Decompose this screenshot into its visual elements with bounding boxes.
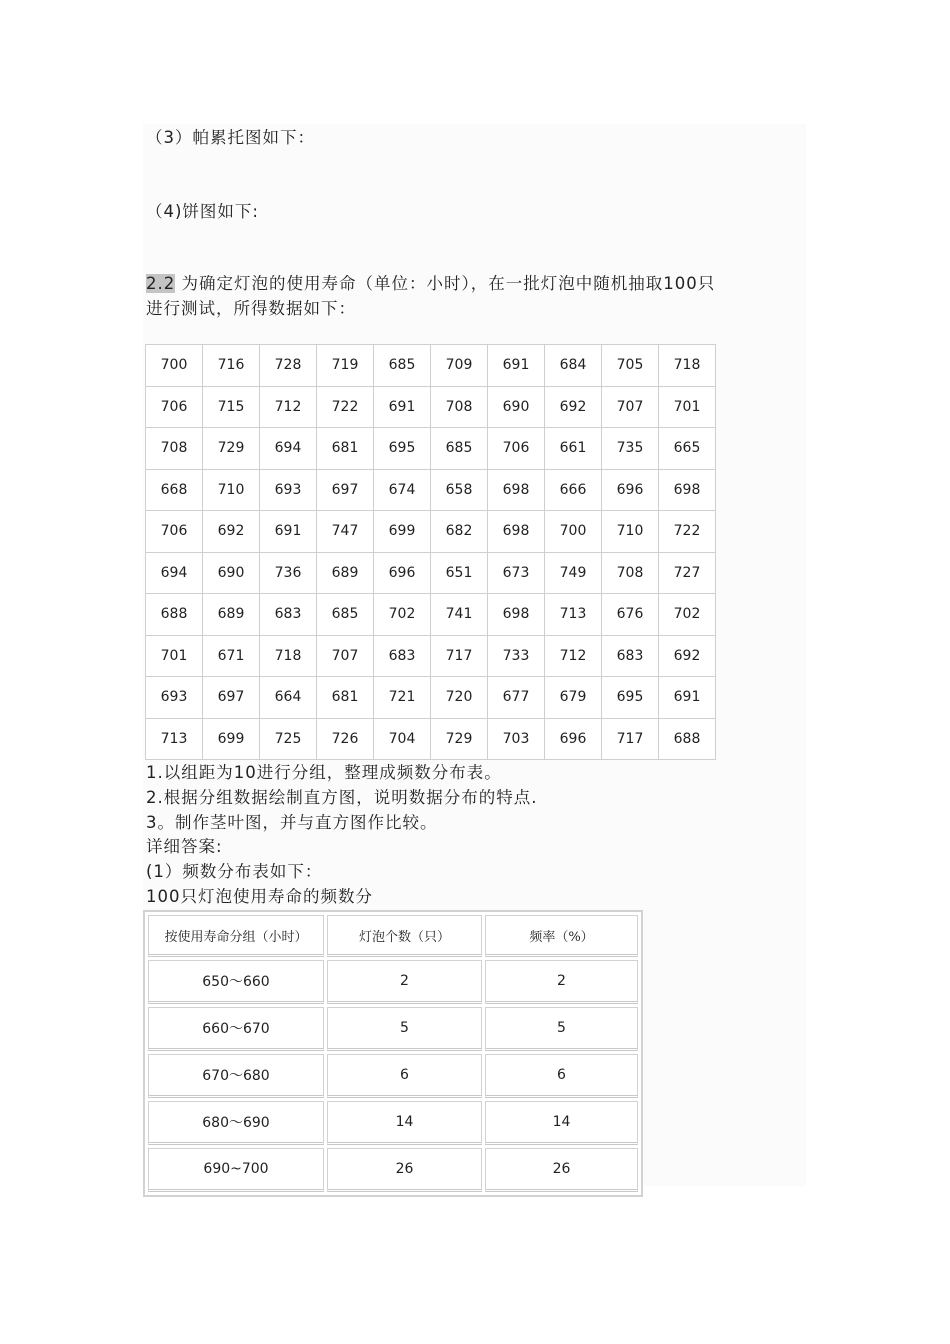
group-cell: 670～680 (148, 1054, 324, 1098)
data-cell: 681 (317, 677, 374, 719)
data-cell: 721 (374, 677, 431, 719)
data-cell: 691 (374, 386, 431, 428)
data-cell: 691 (260, 511, 317, 553)
data-cell: 712 (545, 635, 602, 677)
table-row (148, 1054, 638, 1098)
data-cell: 690 (203, 552, 260, 594)
header-group: 按使用寿命分组（小时） (148, 915, 324, 957)
data-cell: 673 (488, 552, 545, 594)
answer-heading: 详细答案: (146, 837, 223, 856)
data-cell: 741 (431, 594, 488, 636)
data-cell: 717 (431, 635, 488, 677)
problem-number: 2.2 (146, 274, 176, 293)
frequency-cell: 14 (485, 1101, 638, 1145)
frequency-cell: 5 (485, 1007, 638, 1051)
count-cell: 6 (327, 1054, 482, 1098)
data-cell: 704 (374, 718, 431, 760)
data-cell: 717 (602, 718, 659, 760)
frequency-distribution-table (143, 910, 643, 1197)
table-row (146, 386, 716, 428)
header-frequency: 频率（%） (485, 915, 638, 957)
table-row (148, 1007, 638, 1051)
data-cell: 688 (146, 594, 203, 636)
group-cell: 690~700 (148, 1148, 324, 1192)
frequency-table-title: 100只灯泡使用寿命的频数分 (146, 887, 373, 906)
data-cell: 708 (602, 552, 659, 594)
data-cell: 700 (146, 345, 203, 387)
data-cell: 692 (545, 386, 602, 428)
data-cell: 708 (146, 428, 203, 470)
problem-statement-line-1 (146, 273, 715, 295)
data-cell: 702 (374, 594, 431, 636)
frequency-cell: 26 (485, 1148, 638, 1192)
data-cell: 707 (602, 386, 659, 428)
data-cell: 682 (431, 511, 488, 553)
raw-data-table (145, 344, 716, 760)
data-cell: 705 (602, 345, 659, 387)
data-cell: 689 (203, 594, 260, 636)
data-cell: 664 (260, 677, 317, 719)
group-cell: 650～660 (148, 960, 324, 1004)
question-2: 2.根据分组数据绘制直方图，说明数据分布的特点. (146, 788, 538, 807)
data-cell: 691 (488, 345, 545, 387)
table-row (146, 594, 716, 636)
data-cell: 685 (374, 345, 431, 387)
data-cell: 699 (203, 718, 260, 760)
data-cell: 729 (203, 428, 260, 470)
data-cell: 683 (260, 594, 317, 636)
count-cell: 14 (327, 1101, 482, 1145)
data-cell: 720 (431, 677, 488, 719)
data-cell: 689 (317, 552, 374, 594)
data-cell: 685 (431, 428, 488, 470)
data-cell: 712 (260, 386, 317, 428)
data-cell: 722 (659, 511, 716, 553)
data-cell: 703 (488, 718, 545, 760)
data-cell: 698 (659, 469, 716, 511)
table-row (146, 511, 716, 553)
table-row (148, 960, 638, 1004)
count-cell: 2 (327, 960, 482, 1004)
data-cell: 685 (317, 594, 374, 636)
data-cell: 683 (374, 635, 431, 677)
data-cell: 696 (374, 552, 431, 594)
data-cell: 702 (659, 594, 716, 636)
data-cell: 679 (545, 677, 602, 719)
data-cell: 725 (260, 718, 317, 760)
pareto-section-heading: （3）帕累托图如下： (146, 128, 315, 147)
table-row (148, 1101, 638, 1145)
data-cell: 684 (545, 345, 602, 387)
data-cell: 713 (146, 718, 203, 760)
group-cell: 660～670 (148, 1007, 324, 1051)
data-cell: 694 (260, 428, 317, 470)
data-cell: 728 (260, 345, 317, 387)
data-cell: 694 (146, 552, 203, 594)
data-cell: 668 (146, 469, 203, 511)
problem-statement-line-2: 进行测试，所得数据如下： (146, 299, 356, 318)
data-cell: 696 (545, 718, 602, 760)
data-cell: 696 (602, 469, 659, 511)
table-row (146, 428, 716, 470)
data-cell: 676 (602, 594, 659, 636)
table-row (146, 469, 716, 511)
data-cell: 681 (317, 428, 374, 470)
data-cell: 698 (488, 511, 545, 553)
data-cell: 708 (431, 386, 488, 428)
data-cell: 715 (203, 386, 260, 428)
data-cell: 691 (659, 677, 716, 719)
data-cell: 671 (203, 635, 260, 677)
frequency-cell: 6 (485, 1054, 638, 1098)
data-cell: 706 (488, 428, 545, 470)
pie-section-heading: （4)饼图如下: (146, 202, 259, 221)
data-cell: 688 (659, 718, 716, 760)
data-cell: 701 (659, 386, 716, 428)
data-cell: 706 (146, 386, 203, 428)
data-cell: 697 (203, 677, 260, 719)
header-count: 灯泡个数（只） (327, 915, 482, 957)
data-cell: 707 (317, 635, 374, 677)
table-row (148, 1148, 638, 1192)
data-cell: 665 (659, 428, 716, 470)
data-cell: 736 (260, 552, 317, 594)
data-cell: 713 (545, 594, 602, 636)
data-cell: 683 (602, 635, 659, 677)
data-cell: 697 (317, 469, 374, 511)
data-cell: 710 (602, 511, 659, 553)
data-cell: 698 (488, 594, 545, 636)
data-cell: 698 (488, 469, 545, 511)
data-cell: 677 (488, 677, 545, 719)
data-cell: 729 (431, 718, 488, 760)
data-cell: 718 (260, 635, 317, 677)
data-cell: 692 (203, 511, 260, 553)
table-row (146, 677, 716, 719)
data-cell: 666 (545, 469, 602, 511)
data-cell: 706 (146, 511, 203, 553)
count-cell: 5 (327, 1007, 482, 1051)
count-cell: 26 (327, 1148, 482, 1192)
problem-text: 为确定灯泡的使用寿命（单位：小时），在一批灯泡中随机抽取100只 (175, 274, 716, 293)
data-cell: 747 (317, 511, 374, 553)
table-row (146, 718, 716, 760)
data-cell: 661 (545, 428, 602, 470)
data-cell: 699 (374, 511, 431, 553)
data-cell: 722 (317, 386, 374, 428)
question-3: 3。制作茎叶图，并与直方图作比较。 (146, 813, 438, 832)
data-cell: 701 (146, 635, 203, 677)
answer-part-1: (1）频数分布表如下： (146, 862, 323, 881)
data-cell: 690 (488, 386, 545, 428)
data-cell: 718 (659, 345, 716, 387)
data-cell: 716 (203, 345, 260, 387)
data-cell: 709 (431, 345, 488, 387)
data-cell: 651 (431, 552, 488, 594)
data-cell: 693 (146, 677, 203, 719)
table-row (146, 552, 716, 594)
data-cell: 658 (431, 469, 488, 511)
data-cell: 693 (260, 469, 317, 511)
frequency-cell: 2 (485, 960, 638, 1004)
data-cell: 695 (602, 677, 659, 719)
table-row (146, 345, 716, 387)
data-cell: 692 (659, 635, 716, 677)
data-cell: 674 (374, 469, 431, 511)
data-cell: 735 (602, 428, 659, 470)
data-cell: 700 (545, 511, 602, 553)
data-cell: 719 (317, 345, 374, 387)
data-cell: 727 (659, 552, 716, 594)
data-cell: 726 (317, 718, 374, 760)
group-cell: 680～690 (148, 1101, 324, 1145)
question-1: 1.以组距为10进行分组，整理成频数分布表。 (146, 763, 502, 782)
data-cell: 710 (203, 469, 260, 511)
data-cell: 733 (488, 635, 545, 677)
table-row (146, 635, 716, 677)
frequency-table-header-row (148, 915, 638, 957)
data-cell: 695 (374, 428, 431, 470)
data-cell: 749 (545, 552, 602, 594)
